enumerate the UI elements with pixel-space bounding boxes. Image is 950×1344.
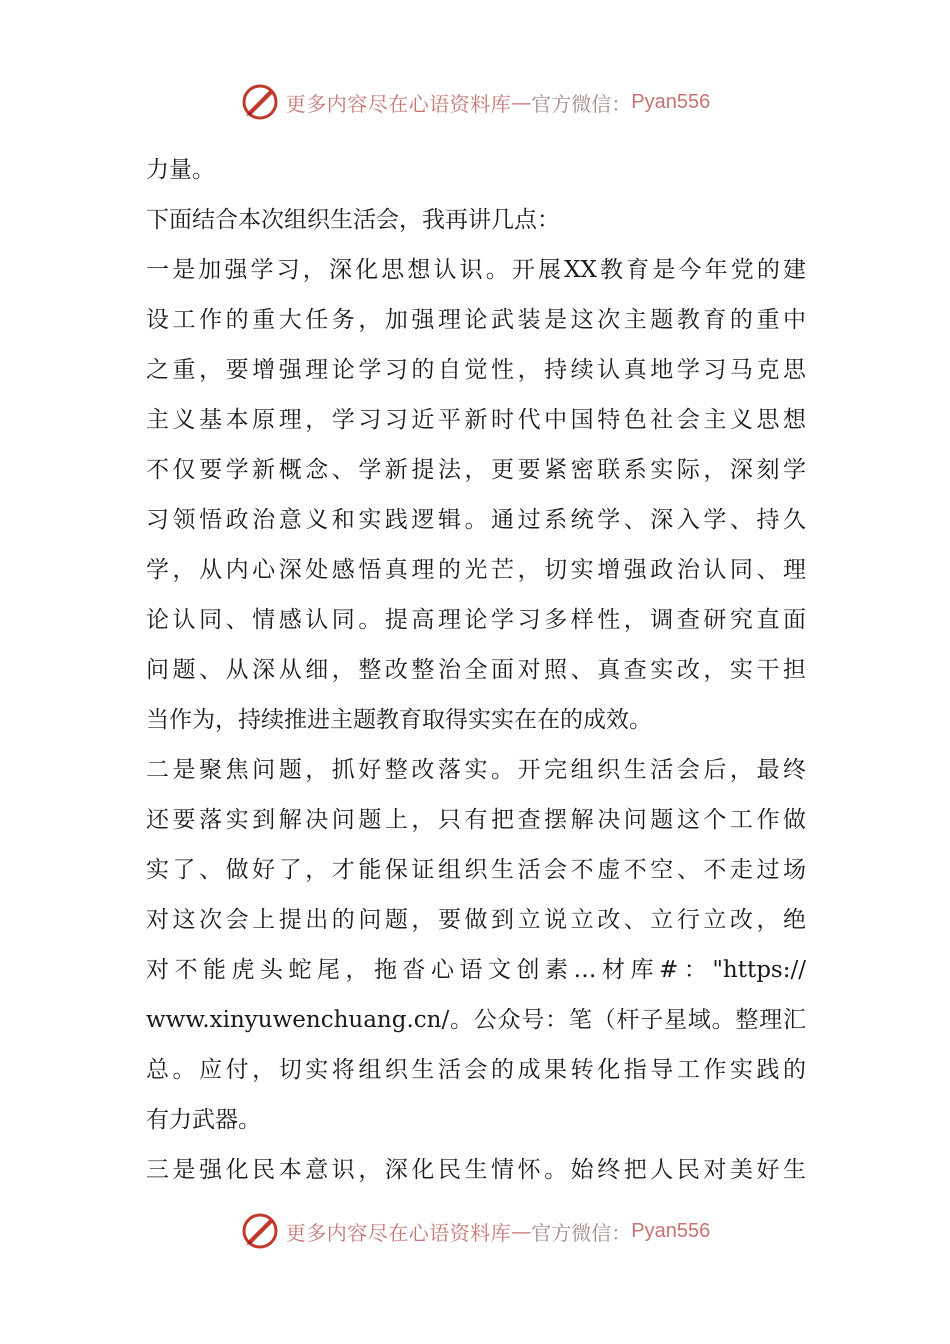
body-line: 设工作的重大任务，加强理论武装是这次主题教育的重中	[146, 307, 806, 333]
banner-wechat-id: Pyan556	[631, 90, 711, 113]
body-line: 不仅要学新概念、学新提法，更要紧密联系实际，深刻学	[146, 457, 806, 483]
body-line: 还要落实到解决问题上，只有把查摆解决问题这个工作做	[146, 807, 806, 833]
body-line: 力量。	[146, 157, 215, 183]
banner-separator: —	[511, 90, 532, 114]
body-line: 实了、做好了，才能保证组织生活会不虚不空、不走过场	[146, 857, 806, 883]
banner-text: 更多内容尽在心语资料库	[285, 91, 512, 116]
body-line: 对这次会上提出的问题，要做到立说立改、立行立改，绝	[146, 907, 806, 933]
body-line: 对不能虎头蛇尾，拖沓心语文创素…材库#："https://	[146, 957, 806, 983]
body-line: 论认同、情感认同。提高理论学习多样性，调查研究直面	[146, 607, 806, 633]
body-line: www.xinyuwenchuang.cn/。公众号：笔（杆子星域。整理汇	[146, 1007, 806, 1033]
body-line: 一是加强学习，深化思想认识。开展XX教育是今年党的建	[146, 257, 806, 283]
body-line: 下面结合本次组织生活会，我再讲几点：	[146, 207, 560, 233]
body-line: 学，从内心深处感悟真理的光芒，切实增强政治认同、理	[146, 557, 806, 583]
body-line: 三是强化民本意识，深化民生情怀。始终把人民对美好生	[146, 1157, 806, 1183]
footer-banner	[0, 1209, 950, 1253]
banner-wechat-id: Pyan556	[631, 1219, 711, 1242]
body-line: 当作为，持续推进主题教育取得实实在在的成效。	[146, 707, 652, 733]
body-line: 二是聚焦问题，抓好整改落实。开完组织生活会后，最终	[146, 757, 806, 783]
document-body	[146, 145, 806, 1195]
body-line: 总。应付，切实将组织生活会的成果转化指导工作实践的	[146, 1057, 806, 1083]
banner-wechat-label: 官方微信：	[531, 91, 632, 116]
body-line: 主义基本原理，学习习近平新时代中国特色社会主义思想	[146, 407, 806, 433]
pen-logo-icon	[240, 82, 280, 122]
body-line: 有力武器。	[146, 1107, 261, 1133]
pen-logo-icon	[240, 1211, 280, 1251]
banner-wechat-label: 官方微信：	[531, 1220, 632, 1245]
body-line: 习领悟政治意义和实践逻辑。通过系统学、深入学、持久	[146, 507, 806, 533]
body-line: 之重，要增强理论学习的自觉性，持续认真地学习马克思	[146, 357, 806, 383]
banner-text: 更多内容尽在心语资料库	[285, 1220, 512, 1245]
header-banner	[0, 80, 950, 124]
body-line: 问题、从深从细，整改整治全面对照、真查实改，实干担	[146, 657, 806, 683]
banner-separator: —	[511, 1219, 532, 1243]
